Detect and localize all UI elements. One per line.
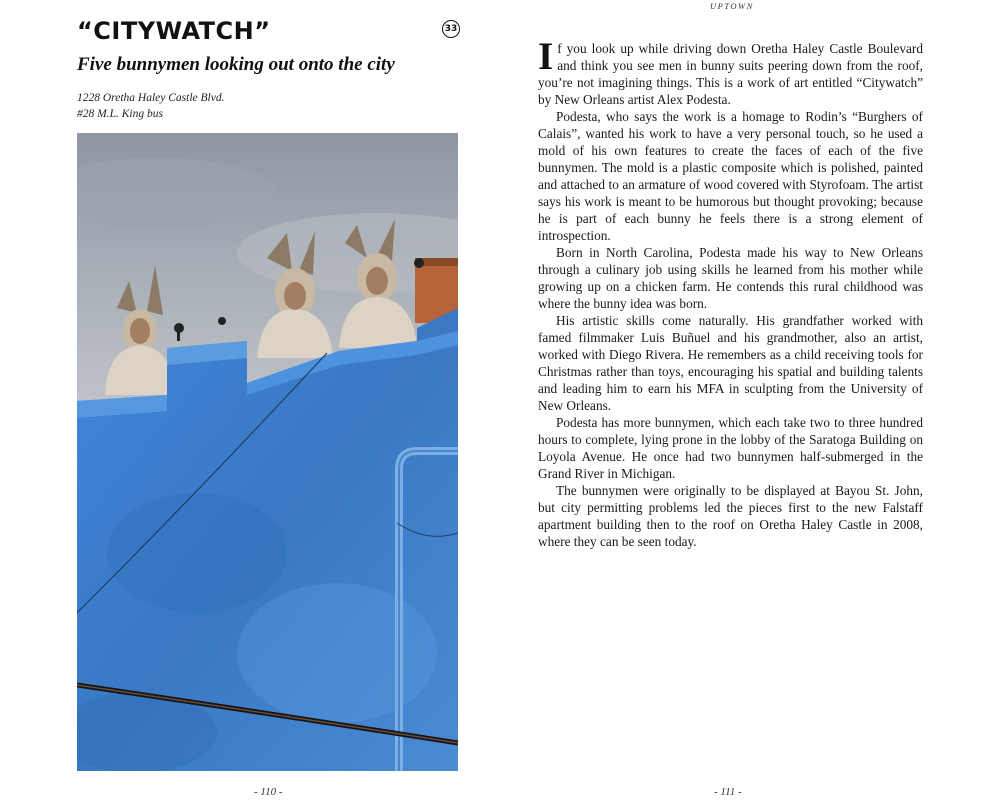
- paragraph-6: The bunnymen were originally to be displayed at Bayou St. John, but city permitting problems led the pieces first to the new Falstaff apartment building then to the roof on Oretha Haley Castle in 2008, where they can be seen today.: [538, 483, 923, 549]
- street-address: 1228 Oretha Haley Castle Blvd.: [77, 92, 225, 104]
- drop-cap: I: [538, 35, 554, 78]
- running-head: UPTOWN: [710, 1, 754, 11]
- paragraph-1: [538, 35, 923, 108]
- page-number-left: - 110 -: [254, 786, 283, 798]
- paragraph-2: Podesta, who says the work is a homage to Rodin’s “Burghers of Calais”, wanted his work to have a very personal touch, so he used a mold of his own features to create the faces of each of the five bunnymen. The mold is a plastic composite which is polished, painted and attached to an armature of wood covered with Styrofoam. The artist says his work is meant to be humorous but thought provoking; because he is part of each bunny he feels there is a strong element of introspection.: [538, 109, 923, 243]
- article-body: [538, 35, 923, 550]
- paragraph-1-text: f you look up while driving down Oretha Haley Castle Boulevard and think you see men in bunny suits peering down from the roof, you’re not imagining things. This is a work of art entitled “Citywatch” by New Orleans artist Alex Podesta.: [538, 41, 923, 107]
- page-number-right: - 111 -: [714, 786, 742, 798]
- paragraph-3: Born in North Carolina, Podesta made his way to New Orleans through a culinary job using skills he learned from his mother while growing up on a chicken farm. He contends this rural childhood was where the bunny idea was born.: [538, 245, 923, 311]
- page-title: “CITYWATCH”: [77, 17, 271, 45]
- paragraph-4: His artistic skills come naturally. His grandfather worked with famed filmmaker Luis Buñuel and his grandmother, also an artist, worked with Diego Rivera. He remembers as a child receiving tools for Christmas rather than toys, encouraging his spatial and building talents and leading him to earn his MFA in sculpting from the University of New Orleans.: [538, 313, 923, 413]
- right-page: [500, 0, 1000, 800]
- paragraph-5: Podesta has more bunnymen, which each take two to three hundred hours to complete, lying prone in the lobby of the Saratoga Building on Loyola Avenue. He once had two bunnymen half-submerged in the Grand River in Michigan.: [538, 415, 923, 481]
- transit-info: #28 M.L. King bus: [77, 108, 163, 120]
- bunnymen-photo: [77, 133, 458, 771]
- entry-number-badge: 33: [442, 20, 460, 38]
- page-subtitle: Five bunnymen looking out onto the city: [77, 54, 395, 75]
- address-block: [77, 90, 224, 122]
